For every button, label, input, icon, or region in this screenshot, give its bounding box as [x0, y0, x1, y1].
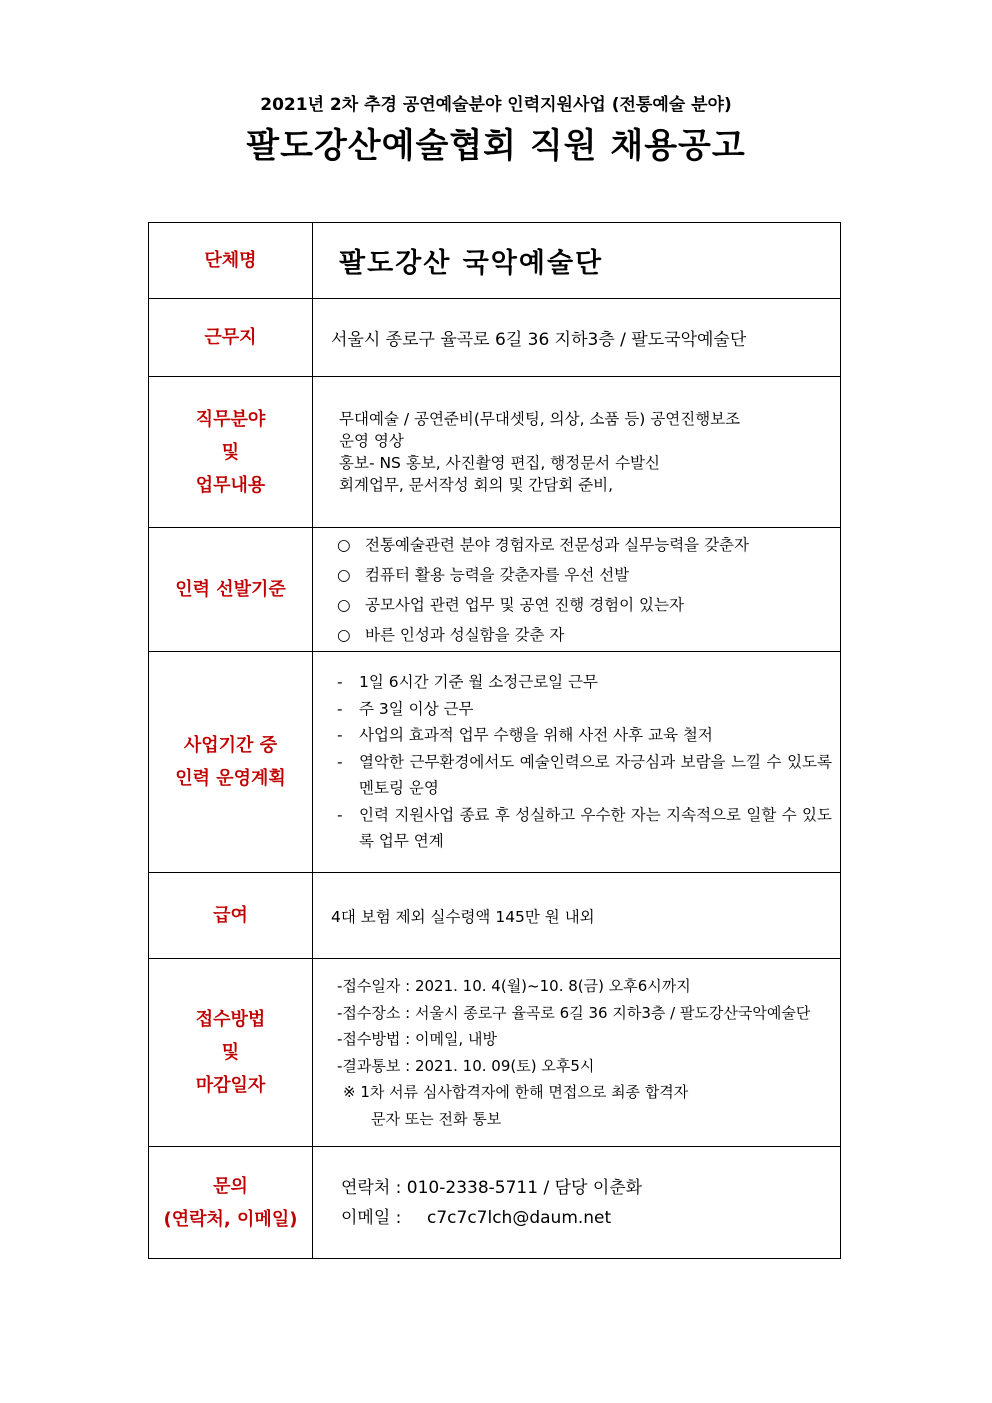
- list-item: [337, 722, 832, 749]
- table-row-workplace: [149, 299, 841, 377]
- table-row-plan: [149, 652, 841, 873]
- table-row-duty: [149, 377, 841, 528]
- workplace-value: 서울시 종로구 율곡로 6길 36 지하3층 / 팔도국악예술단: [331, 330, 747, 350]
- circle-bullet-icon: ○: [337, 595, 351, 614]
- criteria-list: [313, 530, 840, 650]
- contact-label: [149, 1147, 313, 1259]
- duty-label-line: 및: [221, 441, 240, 463]
- posting-info-table: [148, 222, 841, 1259]
- plan-text: 사업의 효과적 업무 수행을 위해 사전 사후 교육 철저: [359, 726, 713, 745]
- circle-bullet-icon: ○: [337, 535, 351, 554]
- plan-label: [149, 652, 313, 873]
- criteria-label: 인력 선발기준: [149, 528, 313, 652]
- contact-label-line: 문의: [213, 1175, 248, 1197]
- duty-label-line: 직무분야: [195, 408, 266, 430]
- duty-line: 무대예술 / 공연준비(무대셋팅, 의상, 소품 등) 공연진행보조: [339, 410, 741, 428]
- plan-text: 주 3일 이상 근무: [359, 699, 474, 718]
- reception-line: -접수일자 : 2021. 10. 4(월)~10. 8(금) 오후6시까지: [337, 977, 691, 995]
- contact-details: [313, 1173, 840, 1233]
- duty-line: 홍보- NS 홍보, 사진촬영 편집, 행정문서 수발신: [339, 454, 660, 472]
- dash-bullet: -: [337, 752, 343, 771]
- dash-bullet: -: [337, 805, 343, 824]
- duty-label-line: 업무내용: [195, 474, 266, 496]
- criteria-text: 컴퓨터 활용 능력을 갖춘자를 우선 선발: [365, 565, 630, 584]
- list-item: [337, 749, 832, 802]
- reception-label-line: 마감일자: [195, 1075, 266, 1096]
- table-row-org: [149, 223, 841, 299]
- duty-line: 운영 영상: [339, 432, 404, 450]
- list-item: [337, 620, 840, 650]
- duty-description: [313, 408, 840, 496]
- salary-value: 4대 보험 제외 실수령액 145만 원 내외: [331, 907, 595, 926]
- plan-label-line: 인력 운영계획: [175, 768, 286, 789]
- plan-text: 열악한 근무환경에서도 예술인력으로 자긍심과 보람을 느낄 수 있도록 멘토링 운영: [359, 752, 832, 798]
- salary-label: 급여: [149, 873, 313, 959]
- reception-details: [313, 973, 840, 1132]
- table-row-salary: [149, 873, 841, 959]
- list-item: [337, 530, 840, 560]
- criteria-text: 바른 인성과 성실함을 갖춘 자: [365, 625, 565, 644]
- contact-email: c7c7c7lch@daum.net: [427, 1207, 612, 1228]
- duty-label: [149, 377, 313, 528]
- table-row-contact: [149, 1147, 841, 1259]
- contact-phone: 연락처 : 010-2338-5711 / 담당 이춘화: [341, 1177, 643, 1198]
- workplace-label: 근무지: [149, 299, 313, 377]
- reception-note: ※ 1차 서류 심사합격자에 한해 면접으로 최종 합격자: [343, 1083, 689, 1101]
- reception-line: -접수장소 : 서울시 종로구 율곡로 6길 36 지하3층 / 팔도강산국악예술단: [337, 1003, 811, 1022]
- dash-bullet: -: [337, 673, 343, 692]
- list-item: [337, 590, 840, 620]
- reception-label: [149, 959, 313, 1147]
- circle-bullet-icon: ○: [337, 625, 351, 644]
- criteria-text: 전통예술관련 분야 경험자로 전문성과 실무능력을 갖춘자: [365, 535, 749, 554]
- email-label: 이메일 :: [341, 1207, 402, 1228]
- org-name: 팔도강산 국악예술단: [339, 248, 604, 279]
- plan-text: 1일 6시간 기준 월 소정근로일 근무: [359, 673, 599, 692]
- reception-line: -결과통보 : 2021. 10. 09(토) 오후5시: [337, 1056, 595, 1075]
- reception-line: -접수방법 : 이메일, 내방: [337, 1030, 497, 1048]
- document-title: 팔도강산예술협회 직원 채용공고: [246, 126, 746, 166]
- table-row-reception: [149, 959, 841, 1147]
- reception-note-continued: 문자 또는 전화 통보: [371, 1109, 502, 1128]
- dash-bullet: -: [337, 726, 343, 745]
- plan-label-line: 사업기간 중: [183, 735, 278, 756]
- reception-label-line: 및: [221, 1042, 240, 1063]
- contact-email-line: [341, 1203, 840, 1233]
- plan-list: [313, 669, 840, 855]
- table-row-criteria: [149, 528, 841, 652]
- org-label: 단체명: [149, 223, 313, 299]
- list-item: [337, 560, 840, 590]
- contact-label-line: (연락처, 이메일): [163, 1208, 298, 1230]
- dash-bullet: -: [337, 699, 343, 718]
- list-item: [337, 669, 832, 696]
- duty-line: 회계업무, 문서작성 회의 및 간담회 준비,: [339, 476, 614, 494]
- list-item: [337, 696, 832, 723]
- circle-bullet-icon: ○: [337, 565, 351, 584]
- criteria-text: 공모사업 관련 업무 및 공연 진행 경험이 있는자: [365, 595, 684, 614]
- plan-text: 인력 지원사업 종료 후 성실하고 우수한 자는 지속적으로 일할 수 있도록 업무 연계: [359, 805, 832, 851]
- document-subtitle: 2021년 2차 추경 공연예술분야 인력지원사업 (전통예술 분야): [260, 95, 732, 115]
- list-item: [337, 802, 832, 855]
- reception-label-line: 접수방법: [195, 1009, 266, 1030]
